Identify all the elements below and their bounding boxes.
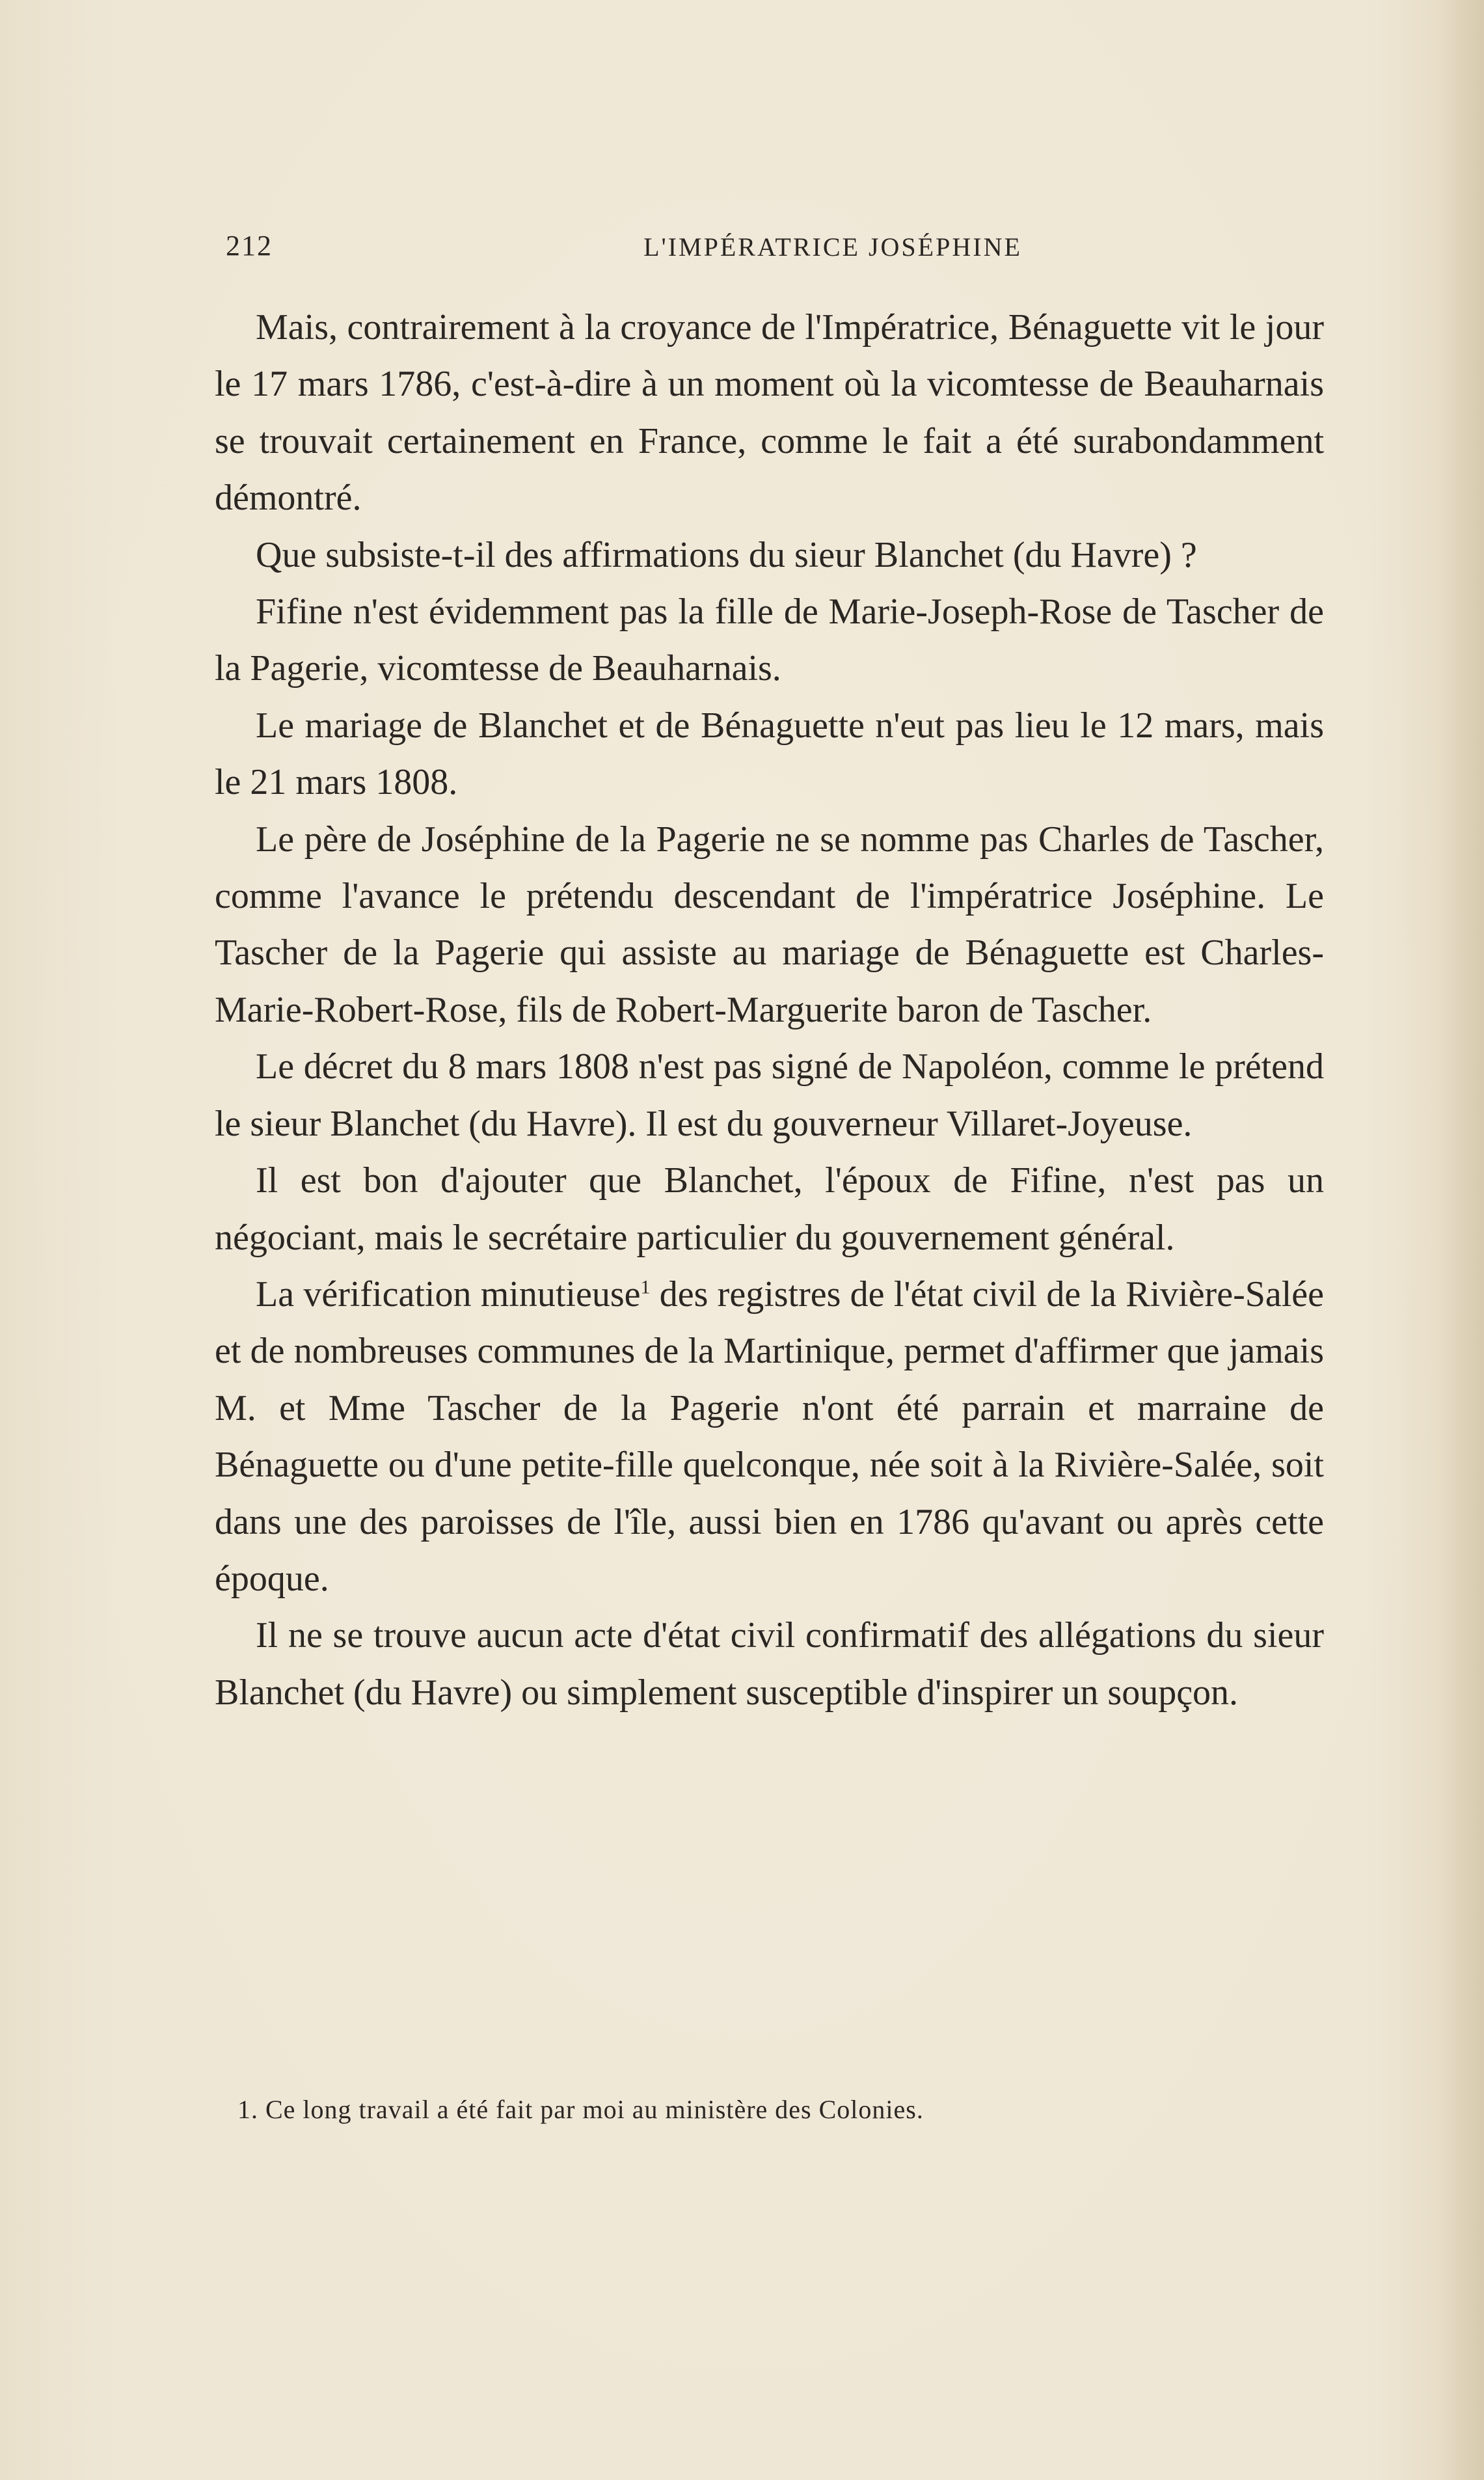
- paragraph: Fifine n'est évidemment pas la fille de Marie-Joseph-Rose de Tascher de la Pagerie, vicomtesse de Beauharnais.: [215, 592, 1324, 689]
- page-header: [215, 229, 1321, 268]
- footnote-reference: 1: [640, 1276, 651, 1298]
- body-text: [215, 299, 1324, 1721]
- paragraph-text: des registres de l'état civil de la Rivière-Salée et de nombreuses communes de la Martinique, permet d'affirmer que jamais M. et Mme Tascher de la Pagerie n'ont été parrain et marraine de Bénaguette ou d'une petite-fille quelconque, née soit à la Rivière-Salée, soit dans une des paroisses de l'île, aussi bien en 1786 qu'avant ou après cette époque.: [215, 1274, 1324, 1599]
- paragraph: Que subsiste-t-il des affirmations du sieur Blanchet (du Havre) ?: [256, 534, 1197, 575]
- paragraph-with-note: [215, 1266, 1324, 1607]
- footnote: 1. Ce long travail a été fait par moi au ministère des Colonies.: [237, 2095, 924, 2124]
- paragraph: Le mariage de Blanchet et de Bénaguette n'eut pas lieu le 12 mars, mais le 21 mars 1808.: [215, 705, 1324, 803]
- paragraph: Le décret du 8 mars 1808 n'est pas signé de Napoléon, comme le prétend le sieur Blanchet (du Havre). Il est du gouverneur Villaret-Joyeuse.: [215, 1046, 1324, 1144]
- paragraph: Il est bon d'ajouter que Blanchet, l'époux de Fifine, n'est pas un négociant, mais le secrétaire particulier du gouvernement général.: [215, 1160, 1324, 1258]
- paragraph: Mais, contrairement à la croyance de l'Impératrice, Bénaguette vit le jour le 17 mars 1786, c'est-à-dire à un moment où la vicomtesse de Beauharnais se trouvait certainement en France, comme le fait a été surabondamment démontré.: [215, 307, 1324, 519]
- paragraph: Il ne se trouve aucun acte d'état civil confirmatif des allégations du sieur Blanchet (du Havre) ou simplement susceptible d'inspirer un soupçon.: [215, 1615, 1324, 1713]
- running-title: L'IMPÉRATRICE JOSÉPHINE: [643, 232, 1022, 262]
- page-edge-shadow: [1438, 0, 1484, 2480]
- paragraph: Le père de Joséphine de la Pagerie ne se nomme pas Charles de Tascher, comme l'avance le prétendu descendant de l'impératrice Joséphine. Le Tascher de la Pagerie qui assiste au mariage de Bénaguette est Charles-Marie-Robert-Rose, fils de Robert-Marguerite baron de Tascher.: [215, 819, 1324, 1030]
- page-number: 212: [226, 230, 273, 262]
- paragraph-text: La vérification minutieuse: [256, 1274, 641, 1315]
